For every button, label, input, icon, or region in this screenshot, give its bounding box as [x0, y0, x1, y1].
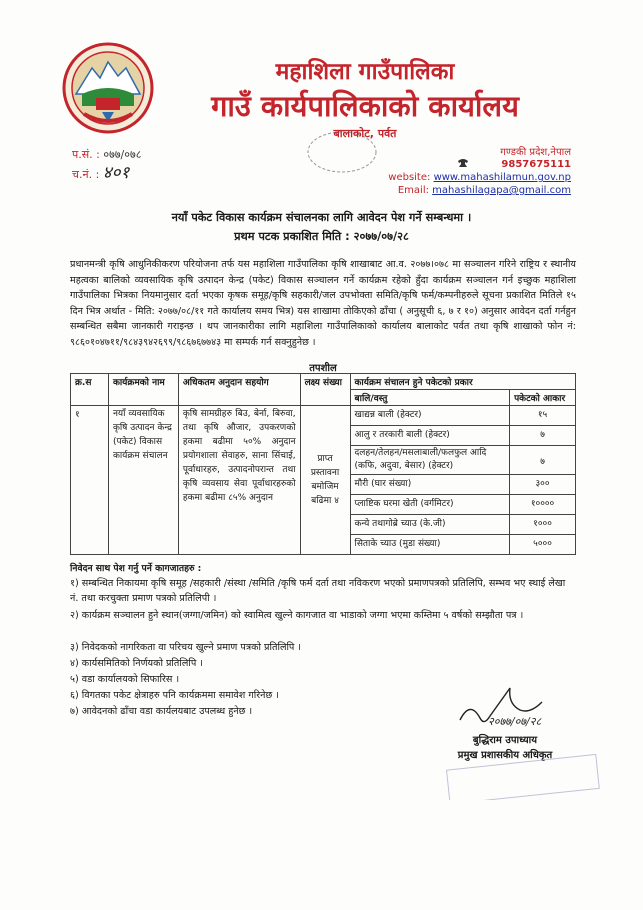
requirement-item: १) सम्बन्धित निकायमा कृषि समूह /सहकारी /संस्था /समिति /कृषि फर्म दर्ता तथा नविकरण भएको प्रमाणपत्रको प्रतिलिपि, सम्भव भए स्थाई लेखा नं. तथा करचुक्ता प्रमाण पत्रको प्रतिलिपी ।: [70, 578, 566, 604]
website-row: [331, 172, 571, 183]
subject: [60, 208, 583, 246]
cell-size: ५०००: [510, 535, 576, 555]
province: गण्डकी प्रदेश,नेपाल: [500, 147, 571, 158]
cell-size: ७: [510, 446, 576, 475]
ref-ps-value: ०७७/०७८: [103, 148, 142, 161]
municipality-name: महाशिला गाउँपालिका: [275, 59, 455, 85]
ref-ps-label: प.सं. :: [72, 148, 100, 161]
cell-size: ७: [510, 426, 576, 446]
signature-date: २०७७/०७/२८: [488, 715, 542, 728]
office-title: गाउँ कार्यपालिकाको कार्यालय: [211, 89, 519, 123]
cell-crop: दलहन/तेलहन/मसलाबाली/फलफुल आदि (कफि, अदुवा, बेसार) (हेक्टर): [350, 446, 510, 475]
cell-size: १०००: [510, 515, 576, 535]
nepal-emblem-logo: [62, 42, 154, 134]
cell-grant: कृषि सामग्रीहरु बिउ, बेर्ना, बिरुवा, तथा कृषि औजार, उपकरणको हकमा बढीमा ५०% अनुदान प्रयोगशाला सेवाहरु, साना सिंचाई, पूर्वाधारहरु, उत्पादनोपरान्त तथा कृषि व्यवसाय सेवा पूर्वाधारहरुको हकमा बढीमा ८५% अनुदान: [178, 406, 300, 555]
requirements-heading: निवेदन साथ पेश गर्नु पर्ने कागजातहरु :: [70, 563, 202, 574]
cell-size: ३००: [510, 475, 576, 495]
requirement-item: ४) कार्यसमितिको निर्णयको प्रतिलिपि ।: [70, 658, 203, 669]
publish-date-line: प्रथम पटक प्रकाशित मिति : २०७७/०७/२८: [234, 230, 409, 243]
header-crop: बालि/वस्तु: [350, 390, 510, 406]
cell-crop: मौरी (घार संख्या): [350, 475, 510, 495]
cell-sn: १: [71, 406, 109, 555]
website-link[interactable]: www.mahashilamun.gov.np: [433, 172, 571, 183]
designation-stamp: [440, 740, 610, 800]
cell-size: १५: [510, 406, 576, 426]
header-grant: अधिकतम अनुदान सहयोग: [178, 374, 300, 406]
ref-cn-row: [72, 160, 129, 183]
header-target: लक्ष्य संख्या: [300, 374, 350, 406]
email-link[interactable]: mahashilagapa@gmail.com: [432, 185, 571, 196]
cell-crop: कन्ये तथागोब्रे च्याउ (के.जी): [350, 515, 510, 535]
header-program: कार्यक्रमको नाम: [108, 374, 178, 406]
phone-number: 9857675111: [501, 159, 571, 170]
signatory-designation: प्रमुख प्रशासकीय अधिकृत: [457, 750, 553, 761]
email-row: [331, 185, 571, 196]
subject-line: नयाँ पकेट विकास कार्यक्रम संचालनका लागि आवेदन पेश गर्ने सम्बन्धमा ।: [171, 211, 472, 224]
cell-target: प्राप्त प्रस्तावना बमोजिम बढिमा ४: [300, 406, 350, 555]
ref-cn-value: ४०१: [102, 163, 130, 183]
requirement-item: ३) निवेदकको नागरिकता वा परिचय खुल्ने प्रमाण पत्रको प्रतिलिपि ।: [70, 642, 302, 653]
requirement-item: २) कार्यक्रम सञ्चालन हुने स्थान(जग्गा/जमिन) को स्वामित्व खुल्ने कागजात वा भाडाको जग्गा भएमा कम्तिमा ५ वर्षको सम्झौता पत्र ।: [70, 610, 524, 621]
cell-size: १००००: [510, 495, 576, 515]
cell-crop: प्लाष्टिक घरमा खेती (वर्गमिटर): [350, 495, 510, 515]
signatory-name: बुद्धिराम उपाध्याय: [472, 735, 538, 746]
website-label: website:: [388, 172, 431, 183]
phone-icon: [456, 158, 470, 170]
header-pocket-type: कार्यक्रम संचालन हुने पकेटको प्रकार: [350, 374, 576, 390]
email-label: Email:: [397, 185, 429, 196]
requirement-item: ६) विगतका पकेट क्षेत्राहरु पनि कार्यक्रममा समावेश गरिनेछ ।: [70, 690, 279, 701]
table-row: [71, 406, 576, 426]
requirement-item: ५) वडा कार्यालयको सिफारिस ।: [70, 674, 180, 685]
office-address: बालाकोट, पर्वत: [333, 127, 397, 140]
header-size: पकेटको आकार: [510, 390, 576, 406]
cell-program: नयाँ व्यवसायिक कृषि उत्पादन केन्द्र (पकेट) विकास कार्यक्रम संचालन: [108, 406, 178, 555]
cell-crop: सिताके च्याउ (मुडा संख्या): [350, 535, 510, 555]
pocket-program-table: [70, 373, 576, 555]
cell-crop: खाद्यन्न बाली (हेक्टर): [350, 406, 510, 426]
cell-crop: आलु र तरकारी बाली (हेक्टर): [350, 426, 510, 446]
notice-body: प्रधानमन्त्री कृषि आधुनिकीकरण परियोजना तर्फ यस महाशिला गाउँपालिका कृषि शाखाबाट आ.व. २०७७।०७८ मा सञ्चालन गरिने राष्ट्रिय र स्थानीय महत्वका बालिको व्यवसायिक कृषि उत्पादन केन्द्र (पकेट) विकास सञ्चालन गर्ने कार्यक्रम रहेको हुँदा कार्यक्रम सञ्चालन गर्न इच्छुक महाशिला गाउँपालिका भित्रका नियमानुसार दर्ता भएका कृषक समूह/कृषि सहकारी/जल उपभोक्ता समिति/कृषि फर्म/कम्पनीहरुले सूचना प्रकाशित मितिले १५ दिन भित्र अर्थात - मिति: २०७७/०८/११ गते कार्यालय समय भित्र) यस शाखामा तोकिएको ढाँचा ( अनुसूची ६, ७ र १०) अनुसार आवेदन दर्ता गर्नहुन सम्बन्धित सबैमा जानकारी गराइन्छ । थप जानकारीका लागि महाशिला गाउँपालिकाको कार्यालय बालाकोट पर्वत तथा कृषि शाखाको फोन नं: ९८६०१०४७११/९८४३९४२६९९/९८६७६७७४३ मा सम्पर्क गर्न सक्नुहुनेछ ।: [70, 259, 576, 348]
requirement-item: ७) आवेदनको ढाँचा वडा कार्यलयबाट उपलब्ध हुनेछ ।: [70, 706, 253, 717]
header-sn: क्र.स: [71, 374, 109, 406]
table-caption: तपशील: [309, 363, 337, 374]
ref-cn-label: च.नं. :: [72, 168, 100, 181]
